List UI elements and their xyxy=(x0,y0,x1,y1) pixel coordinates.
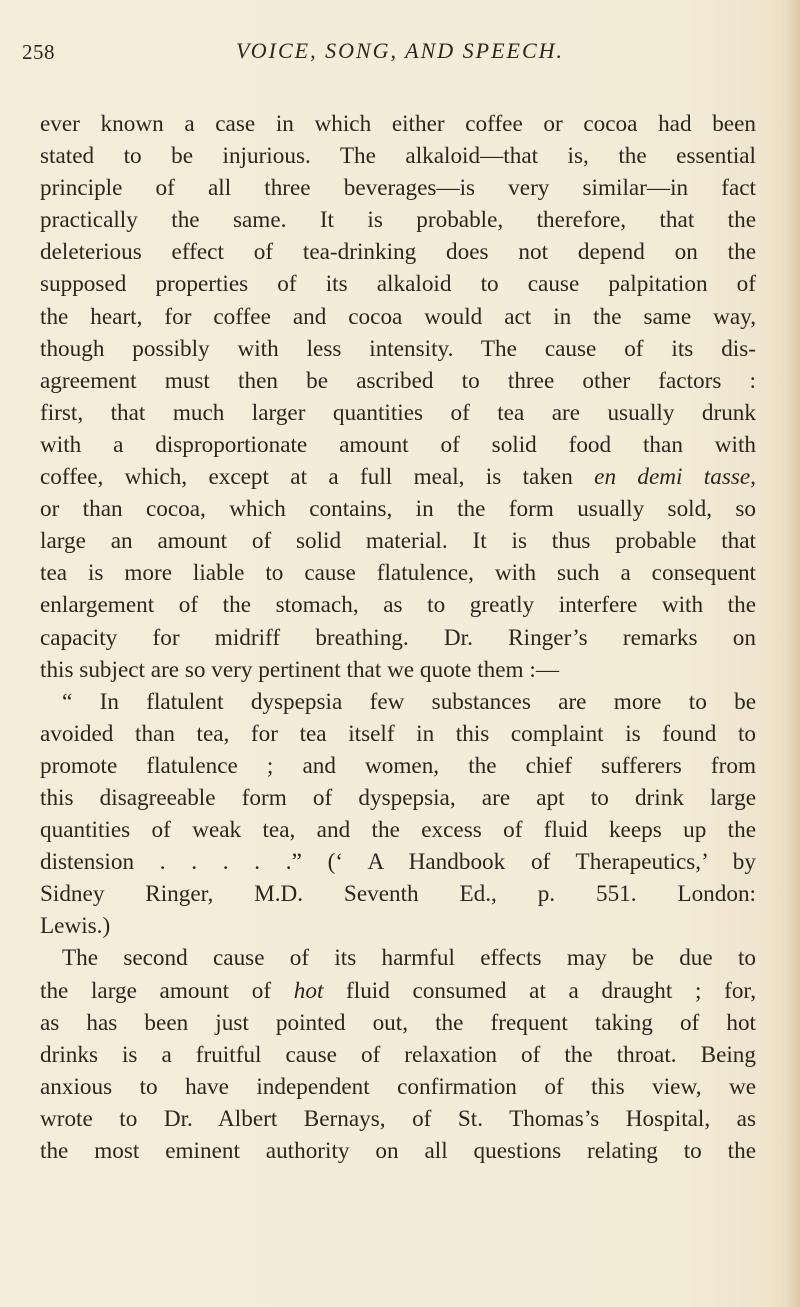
italic-text: en demi tasse, xyxy=(594,464,756,491)
text-line: avoided than tea, for tea itself in this complaint is found to xyxy=(40,720,756,747)
body-text xyxy=(40,108,756,1167)
text-line: enlargement of the stomach, as to greatly interfere with the xyxy=(40,592,756,619)
text-line: the most eminent authority on all questions relating to the xyxy=(40,1138,756,1164)
text-line: deleterious effect of tea-drinking does not depend on the xyxy=(40,239,756,266)
text-line: or than cocoa, which contains, in the form usually sold, so xyxy=(40,496,756,523)
page-edge-shadow xyxy=(786,0,800,1307)
text-line: agreement must then be ascribed to three other factors : xyxy=(40,367,756,394)
text-line: drinks is a fruitful cause of relaxation of the throat. Being xyxy=(40,1041,756,1068)
text-line: Lewis.) xyxy=(40,913,111,940)
text-line: as has been just pointed out, the frequent taking of hot xyxy=(40,1009,756,1036)
text-line: distension . . . . .” (‘ A Handbook of Therapeutics,’ by xyxy=(40,849,756,876)
text-line: ever known a case in which either coffee or cocoa had been xyxy=(40,111,756,137)
page-number: 258 xyxy=(22,40,55,64)
text-line: promote flatulence ; and women, the chief sufferers from xyxy=(40,752,756,779)
text-line: this subject are so very pertinent that we quote them :— xyxy=(40,656,560,683)
italic-text: hot xyxy=(293,977,324,1004)
text-line: this disagreeable form of dyspepsia, are apt to drink large xyxy=(40,784,756,811)
text-line: wrote to Dr. Albert Bernays, of St. Thomas’s Hospital, as xyxy=(40,1105,756,1132)
text-segment: coffee, which, except at a full meal, is taken xyxy=(40,464,595,491)
running-title: VOICE, SONG, AND SPEECH. xyxy=(235,38,565,63)
text-line: supposed properties of its alkaloid to cause palpitation of xyxy=(40,271,756,298)
text-segment: fluid consumed at a draught ; for, xyxy=(323,977,756,1004)
page-header xyxy=(0,36,800,66)
text-line: with a disproportionate amount of solid food than with xyxy=(40,431,756,458)
text-line: the heart, for coffee and cocoa would act in the same way, xyxy=(40,303,756,330)
text-segment: the large amount of xyxy=(40,977,294,1004)
text-line: anxious to have independent confirmation of this view, we xyxy=(40,1073,756,1100)
text-line: large an amount of solid material. It is thus probable that xyxy=(40,528,756,555)
text-line: though possibly with less intensity. The cause of its dis- xyxy=(40,335,756,362)
text-line: The second cause of its harmful effects may be due to xyxy=(62,945,756,972)
text-line xyxy=(40,461,756,493)
text-line: capacity for midriff breathing. Dr. Ringer’s remarks on xyxy=(40,624,756,651)
text-line: Sidney Ringer, M.D. Seventh Ed., p. 551. London: xyxy=(40,881,756,908)
text-line: practically the same. It is probable, therefore, that the xyxy=(40,207,756,234)
text-line xyxy=(40,975,756,1007)
text-line: first, that much larger quantities of tea are usually drunk xyxy=(40,399,756,426)
text-line: stated to be injurious. The alkaloid—that is, the essential xyxy=(40,143,756,170)
text-line: “ In flatulent dyspepsia few substances are more to be xyxy=(62,688,756,715)
text-line: quantities of weak tea, and the excess of fluid keeps up the xyxy=(40,817,756,844)
text-line: tea is more liable to cause flatulence, with such a consequent xyxy=(40,560,756,587)
text-line: principle of all three beverages—is very similar—in fact xyxy=(40,175,756,202)
